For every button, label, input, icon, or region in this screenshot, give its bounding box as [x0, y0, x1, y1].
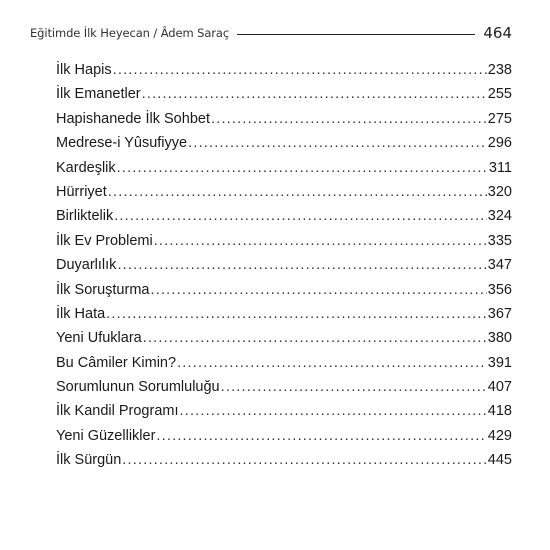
toc-entry-page: 429 [487, 427, 512, 444]
toc-entry-title: Medrese-i Yûsufiyye [56, 135, 188, 152]
table-of-contents [56, 62, 512, 477]
dot-leader [113, 62, 487, 78]
toc-entry [56, 282, 512, 306]
toc-entry-title: Birliktelik [56, 208, 114, 225]
toc-entry [56, 208, 512, 232]
toc-entry [56, 111, 512, 135]
toc-entry [56, 160, 512, 184]
dot-leader [180, 403, 487, 419]
toc-entry [56, 62, 512, 86]
toc-entry-title: Hapishanede İlk Sohbet [56, 110, 210, 127]
toc-entry [56, 330, 512, 354]
dot-leader [156, 428, 486, 444]
toc-entry-page: 238 [487, 62, 512, 78]
toc-entry-page: 367 [487, 305, 512, 322]
toc-entry-page: 335 [487, 232, 512, 249]
toc-entry-page: 347 [487, 257, 512, 274]
toc-entry-page: 380 [487, 330, 512, 347]
toc-entry [56, 428, 512, 452]
page-header [30, 22, 512, 44]
toc-entry [56, 403, 512, 427]
dot-leader [154, 233, 487, 249]
toc-entry-page: 407 [487, 379, 512, 396]
toc-entry-page: 320 [487, 183, 512, 200]
dot-leader [188, 135, 487, 151]
toc-entry-title: Sorumlunun Sorumluluğu [56, 379, 220, 396]
dot-leader [142, 86, 487, 102]
toc-entry-title: Kardeşlik [56, 159, 116, 176]
toc-entry-title: Bu Câmiler Kimin? [56, 354, 177, 371]
toc-entry-page: 324 [487, 208, 512, 225]
header-rule [237, 34, 475, 35]
toc-entry-title: İlk Kandil Programı [56, 403, 179, 420]
toc-entry-title: Yeni Güzellikler [56, 427, 156, 444]
toc-entry [56, 452, 512, 476]
toc-entry-title: İlk Ev Problemi [56, 232, 153, 249]
toc-entry-title: İlk Soruşturma [56, 281, 150, 298]
toc-entry [56, 86, 512, 110]
toc-entry-title: İlk Hata [56, 305, 106, 322]
dot-leader [143, 330, 487, 346]
toc-entry [56, 379, 512, 403]
toc-entry-page: 391 [487, 354, 512, 371]
toc-entry-page: 296 [487, 135, 512, 152]
toc-entry [56, 233, 512, 257]
toc-entry-title: İlk Hapis [56, 62, 112, 78]
dot-leader [117, 160, 488, 176]
running-title: Eğitimde İlk Heyecan / Âdem Saraç [30, 26, 230, 40]
toc-entry-title: İlk Emanetler [56, 86, 141, 103]
toc-entry-page: 418 [487, 403, 512, 420]
toc-entry [56, 306, 512, 330]
dot-leader [211, 111, 487, 127]
toc-entry-title: Hürriyet [56, 183, 107, 200]
dot-leader [117, 257, 486, 273]
dot-leader [106, 306, 487, 322]
toc-entry-page: 255 [487, 86, 512, 103]
toc-entry-title: Yeni Ufuklara [56, 330, 142, 347]
dot-leader [150, 282, 486, 298]
dot-leader [114, 208, 487, 224]
toc-entry-page: 311 [488, 159, 512, 176]
toc-entry [56, 135, 512, 159]
dot-leader [122, 452, 487, 468]
dot-leader [108, 184, 487, 200]
dot-leader [177, 355, 487, 371]
toc-entry-title: İlk Sürgün [56, 452, 122, 469]
toc-entry-title: Duyarlılık [56, 257, 117, 274]
toc-entry-page: 275 [487, 110, 512, 127]
toc-entry-page: 356 [487, 281, 512, 298]
toc-entry [56, 184, 512, 208]
page-number: 464 [483, 24, 512, 42]
toc-entry [56, 257, 512, 281]
toc-entry [56, 355, 512, 379]
dot-leader [221, 379, 487, 395]
toc-entry-page: 445 [487, 452, 512, 469]
